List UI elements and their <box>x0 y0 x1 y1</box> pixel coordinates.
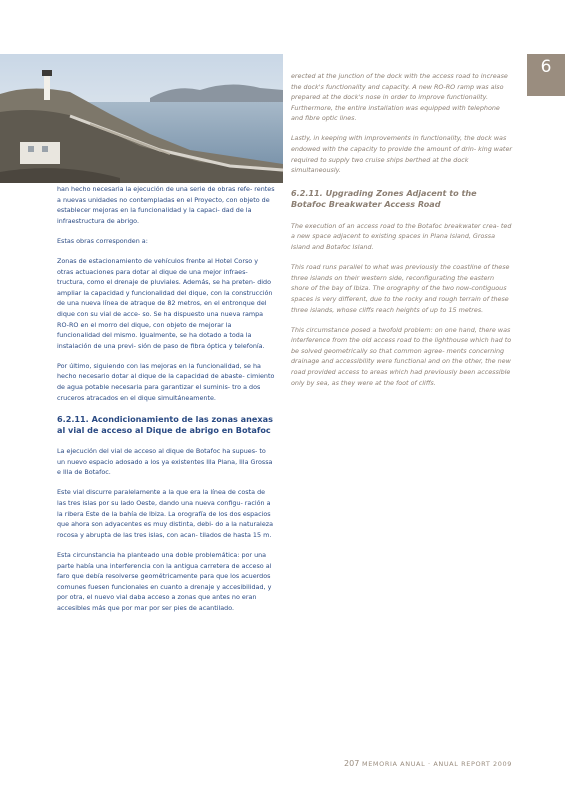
es-paragraph-4: Por último, siguiendo con las mejoras en la funcionalidad, se ha hecho necesario dotar al dique de la capacidad de abaste- cimiento de agua potable necesaria para garantizar el suminis- tro a dos cruceros atracados en el dique simultáneamente. <box>57 361 275 402</box>
english-column <box>291 71 512 398</box>
en-paragraph-4: This road runs parallel to what was previously the coastline of these three islands on their western side, reconfigurating the eastern shore of the bay of Ibiza. The orography of the two now-contiguous spaces is very different, due to the rocky and rough terrain of these three islands, whose cliffs reach heights of up to 15 metres. <box>291 263 510 314</box>
es-paragraph-2: Estas obras corresponden a: <box>57 236 148 245</box>
es-paragraph-1: han hecho necesaria la ejecución de una serie de obras refe- rentes a nuevas unidades no contempladas en el Proyecto, con objeto de establecer mejoras en la funcionalidad y la capaci- dad de la infraestructura de abrigo. <box>57 185 275 225</box>
page-footer <box>322 759 512 768</box>
lighthouse-photo <box>0 54 283 183</box>
chapter-tab <box>527 54 565 96</box>
es-section-heading: 6.2.11. Acondicionamiento de las zonas anexas al vial de acceso al Dique de abrigo en Botafoc <box>57 414 273 436</box>
spanish-column <box>57 184 275 623</box>
en-paragraph-5: This circumstance posed a twofold problem: on one hand, there was interference from the old access road to the lighthouse which had to be solved geometrically so that common agree- ments concerning drainage and accessibility were functional and on the other, the new road provided access to areas which had previously been accessible only by sea, as they were at the foot of cliffs. <box>291 325 512 387</box>
es-paragraph-5: La ejecución del vial de acceso al dique de Botafoc ha supues- to un nuevo espacio adosado a los ya existentes Illa Plana, Illa Grossa e Illa de Botafoc. <box>57 447 273 477</box>
chapter-number: 6 <box>540 57 552 77</box>
en-paragraph-1: erected at the junction of the dock with the access road to increase the dock's functionality and capacity. A new RO-RO ramp was also prepared at the dock's nose in order to improve functionality. Furthermore, the entire installation was equipped with telephone and fibre optic lines. <box>291 72 508 123</box>
en-section-heading: 6.2.11. Upgrading Zones Adjacent to the Botafoc Breakwater Access Road <box>291 187 477 209</box>
es-paragraph-6: Este vial discurre paralelamente a la que era la línea de costa de las tres islas por su lado Oeste, dando una nueva configu- ración a la ribera Este de la bahía de Ibiza. La orografía de los dos espacios que ahora son adyacentes es muy distinta, debi- do a la naturaleza rocosa y abrupta de las tres islas, con acan- tilados de hasta 15 m. <box>57 488 274 539</box>
en-paragraph-3: The execution of an access road to the Botafoc breakwater crea- ted a new space adjacent to existing spaces in Plana Island, Grossa Island and Botafoc Island. <box>291 221 512 252</box>
report-title: MEMORIA ANUAL · ANUAL REPORT 2009 <box>362 760 512 768</box>
es-paragraph-7: Esta circunstancia ha planteado una doble problemática: por una parte había una interferencia con la antigua carretera de acceso al faro que debía resolverse geométricamente para que los acuerdos comunes fuesen funcionales en cuanto a drenaje y accesibilidad, y por otra, el nuevo vial daba acceso a zonas que antes no eran accesibles más que por mar por ser pies de acantilado. <box>57 550 272 612</box>
en-paragraph-2: Lastly, in keeping with improvements in functionality, the dock was endowed with the capacity to provide the amount of drin- king water required to supply two cruise ships berthed at the dock simultaneously. <box>291 134 513 175</box>
photo-illustration <box>0 54 283 183</box>
page-number: 207 <box>344 759 360 768</box>
es-paragraph-3: Zonas de estacionamiento de vehículos frente al Hotel Corso y otras actuaciones para dotar al dique de una mejor infraes- tructura, como el drenaje de pluviales. Además, se ha preten- dido ampliar la capacidad y funcionalidad del dique, con la construcción de una nueva línea de atraque de 82 metros, en el entronque del dique con su vial de acce- so. Se ha dispuesto una nueva rampa RO-RO en el morro del dique, con objeto de mejorar la funcionalidad del mismo. Igualmente, se ha dotado a toda la instalación de una previ- sión de paso de fibra óptica y telefonía. <box>57 256 273 350</box>
